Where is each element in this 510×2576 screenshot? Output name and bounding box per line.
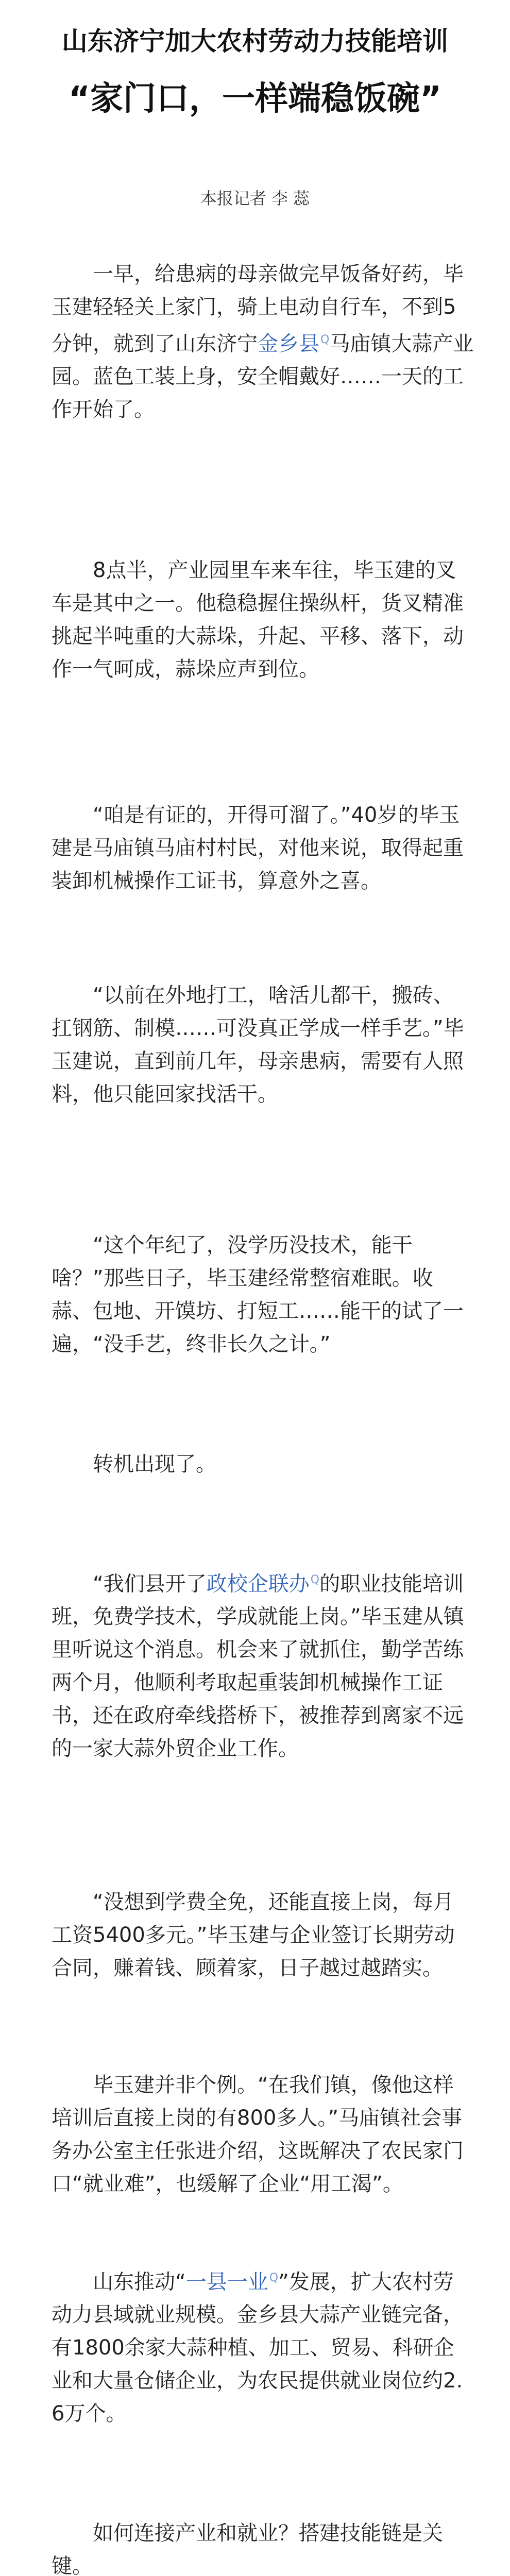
paragraph-11: 如何连接产业和就业？搭建技能链是关键。 xyxy=(52,2521,443,2576)
article-title: 山东济宁加大农村劳动力技能培训 xyxy=(62,26,448,56)
article-subtitle: “家门口，一样端稳饭碗” xyxy=(68,80,442,118)
paragraph-10: 山东推动“一县一业$^Q$”发展，扩大农村劳动力县域就业规模。金乡县大蒜产业链完备，有1800余家大蒜种植、加工、贸易、科研企业和大量仓储企业，为农民提供就业岗位约2.6万个。 xyxy=(52,2270,464,2426)
paragraph-5: “这个年纪了，没学历没技术，能干啥？”那些日子，毕玉建经常整宿难眠。收蒜、包地、开馍坊、打短工……能干的试了一遍，“没手艺，终非长久之计。” xyxy=(52,1233,464,1356)
link-jinxiang[interactable]: 金乡县 xyxy=(258,332,319,356)
link-zhengxiao[interactable]: 政校企联办 xyxy=(206,1572,310,1596)
paragraph-7: “我们县开了政校企联办$^Q$的职业技能培训班，免费学技术，学成就能上岗。”毕玉建从镇里听说这个消息。机会来了就抓住，勤学苦练两个月，他顺利考取起重装卸机械操作工证书，还在政府牵线搭桥下，被推荐到离家不远的一家大蒜外贸企业工作。 xyxy=(52,1572,464,1761)
byline: 本报记者 李 蕊 xyxy=(200,189,310,208)
paragraph-2: 8点半，产业园里车来车往，毕玉建的叉车是其中之一。他稳稳握住操纵杆，货叉精准挑起半吨重的大蒜垛，升起、平移、落下，动作一气呵成，蒜垛应声到位。 xyxy=(52,558,464,681)
paragraph-6: 转机出现了。 xyxy=(93,1452,216,1476)
paragraph-4: “以前在外地打工，啥活儿都干，搬砖、扛钢筋、制模……可没真正学成一样手艺。”毕玉建说，直到前几年，母亲患病，需要有人照料，他只能回家找活干。 xyxy=(52,984,464,1106)
paragraph-3: “咱是有证的，开得可溜了。”40岁的毕玉建是马庙镇马庙村村民，对他来说，取得起重装卸机械操作工证书，算意外之喜。 xyxy=(52,803,464,893)
paragraph-8: “没想到学费全免，还能直接上岗，每月工资5400多元。”毕玉建与企业签订长期劳动合同，赚着钱、顾着家，日子越过越踏实。 xyxy=(52,1890,455,1980)
paragraph-9: 毕玉建并非个例。“在我们镇，像他这样培训后直接上岗的有800多人。”马庙镇社会事务办公室主任张进介绍，这既解决了农民家门口“就业难”，也缓解了企业“用工渴”。 xyxy=(52,2073,464,2196)
search-q-icon[interactable]: Q xyxy=(310,1573,320,1586)
paragraph-1: 一早，给患病的母亲做完早饭备好药，毕玉建轻轻关上家门，骑上电动自行车，不到5分钟，就到了山东济宁金乡县$^Q$马庙镇大蒜产业园。蓝色工装上身，安全帽戴好……一天的工作开始了。 xyxy=(52,262,474,422)
search-q-icon[interactable]: Q xyxy=(320,333,330,346)
link-yixianyiye[interactable]: 一县一业 xyxy=(185,2270,268,2294)
search-q-icon[interactable]: Q xyxy=(269,2272,279,2284)
